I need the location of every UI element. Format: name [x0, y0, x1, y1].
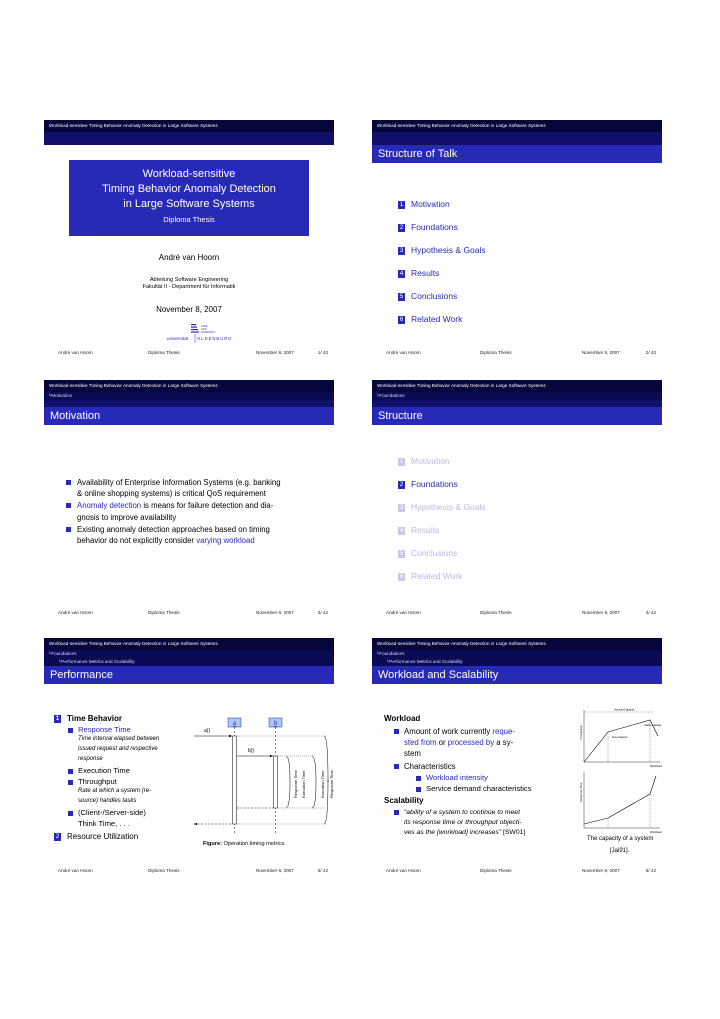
- section-label: Hypothesis & Goals: [411, 502, 486, 512]
- bullet-existing-approaches: Existing anomaly detection approaches based on timing behavior do not explicitly consider varying workload: [66, 524, 326, 546]
- slide-title: Workload and Scalability: [372, 666, 662, 684]
- response-time-axis-label: Response Time: [579, 782, 583, 802]
- fig-response-time-label: Response Time: [293, 770, 298, 798]
- slide-header: Workload-sensitive Timing Behavior Anomaly Detection in Large Software Systems: [372, 638, 662, 650]
- footer-date: November 8, 2007: [582, 610, 620, 615]
- toc-item-hypothesis[interactable]: [398, 502, 486, 512]
- footer-title: Diploma Thesis: [480, 350, 512, 355]
- bullet-availability: Availability of Enterprise Information Systems (e.g. banking & online shopping systems) is critical QoS requirement: [66, 477, 326, 499]
- heading-scalability: Scalability: [384, 796, 424, 805]
- item-service-demand: Service demand characteristics: [416, 784, 532, 793]
- section-number: 1: [399, 201, 404, 208]
- section-label: Results: [411, 268, 440, 278]
- header-band: [372, 132, 662, 145]
- footer-title: Diploma Thesis: [480, 610, 512, 615]
- slide-workload-scalability: [372, 638, 662, 876]
- toc-item-motivation[interactable]: [398, 456, 450, 466]
- toc-item-results[interactable]: [398, 268, 439, 278]
- section-label: Foundations: [411, 222, 458, 232]
- toc-item-related-work[interactable]: [398, 571, 462, 581]
- lifeline-a-label: a: [232, 721, 237, 727]
- knee-capacity-label: Knee Capacity: [612, 736, 628, 739]
- call-b-label: b(): [248, 748, 255, 754]
- footer-date: November 8, 2007: [256, 350, 294, 355]
- slide-footer: [372, 608, 662, 618]
- footer-author: André van Hoorn: [386, 868, 421, 873]
- bullet-icon: [66, 480, 71, 485]
- footer-title: Diploma Thesis: [148, 610, 180, 615]
- footer-author: André van Hoorn: [386, 610, 421, 615]
- bullet-icon: [66, 503, 71, 508]
- slide-header: Workload-sensitive Timing Behavior Anomaly Detection in Large Software Systems: [44, 380, 334, 392]
- section-number: 1: [399, 458, 404, 465]
- slide-title: Structure of Talk: [372, 145, 662, 163]
- section-label: Results: [411, 525, 440, 535]
- svg-text:VON: VON: [201, 328, 207, 331]
- section-number: 3: [399, 247, 404, 254]
- slide-structure: [372, 380, 662, 618]
- figure-caption: Figure: Operation timing metrics.: [203, 841, 286, 847]
- heading-workload: Workload: [384, 714, 421, 723]
- slide-footer: [44, 866, 334, 876]
- footer-page: 2/ 42: [645, 350, 656, 355]
- toc-item-conclusions[interactable]: [398, 548, 457, 558]
- section-number: 3: [399, 504, 404, 511]
- item-workload-intensity: Workload intensity: [416, 773, 488, 782]
- section-number: 6: [399, 316, 404, 323]
- footer-title: Diploma Thesis: [480, 868, 512, 873]
- toc-item-motivation[interactable]: [398, 199, 450, 209]
- institute-line-1: Abteilung Software Engineering: [149, 277, 229, 283]
- workload-definition: Amount of work currently reque- sted from or processed by a sy- stem: [394, 726, 515, 759]
- call-a-label: a(): [204, 728, 211, 734]
- footer-date: November 8, 2007: [582, 350, 620, 355]
- slide-footer: [372, 866, 662, 876]
- breadcrumb-level-1: └Foundations: [372, 650, 662, 658]
- header-band: [44, 400, 334, 407]
- title-box: [69, 160, 309, 236]
- footer-date: November 8, 2007: [256, 868, 294, 873]
- toc-item-hypothesis[interactable]: [398, 245, 486, 255]
- toc-item-results[interactable]: [398, 525, 439, 535]
- footer-author: André van Hoorn: [58, 610, 93, 615]
- svg-text:OSSIETZKY: OSSIETZKY: [201, 331, 216, 334]
- section-label: Related Work: [411, 571, 463, 581]
- footer-page: 3/ 42: [317, 610, 328, 615]
- slide-title: Motivation: [44, 407, 334, 425]
- subtitle: Diploma Thesis: [163, 215, 215, 224]
- header-band: [372, 400, 662, 407]
- slide-title: [44, 120, 334, 358]
- bullet-icon: [66, 527, 71, 532]
- capacity-graphs: [578, 706, 662, 834]
- slide-header: Workload-sensitive Timing Behavior Anomaly Detection in Large Software Systems: [372, 120, 662, 132]
- workload-axis-label-1: Workload: [650, 764, 662, 768]
- presentation-date: November 8, 2007: [156, 305, 222, 314]
- svg-text:universität: universität: [167, 336, 188, 341]
- section-time-behavior: 1 Time Behavior: [55, 714, 122, 723]
- toc-item-conclusions[interactable]: [398, 291, 457, 301]
- bullet-anomaly-detection: Anomaly detection is means for failure detection and dia- gnosis to improve availability: [66, 500, 326, 522]
- svg-text:CARL: CARL: [201, 325, 208, 328]
- toc-item-foundations[interactable]: [398, 479, 458, 489]
- section-number: 5: [399, 550, 404, 557]
- slide-performance: [44, 638, 334, 876]
- section-label: Motivation: [411, 199, 450, 209]
- section-label: Motivation: [411, 456, 450, 466]
- slide-footer: [44, 608, 334, 618]
- slide-header: Workload-sensitive Timing Behavior Anomaly Detection in Large Software Systems: [372, 380, 662, 392]
- header-band: [44, 132, 334, 145]
- usable-capacity-label: Usable Capacity: [644, 724, 662, 727]
- footer-page: 1/ 42: [317, 350, 328, 355]
- toc-item-foundations[interactable]: [398, 222, 458, 232]
- breadcrumb-level-2: └Performance Metrics and Scalability: [372, 658, 662, 666]
- institute-line-2: Fakultät II - Department für Informatik: [142, 284, 236, 290]
- section-number: 4: [399, 527, 404, 534]
- section-number: 5: [399, 293, 404, 300]
- footer-title: Diploma Thesis: [148, 868, 180, 873]
- scalability-quote: “ability of a system to continue to meet its response time or throughput objecti- ves as the [workload] increases” [SW01]: [394, 808, 525, 838]
- footer-page: 4/ 42: [645, 610, 656, 615]
- title-line-2: Timing Behavior Anomaly Detection: [102, 183, 276, 195]
- footer-page: 6/ 42: [645, 868, 656, 873]
- footer-date: November 8, 2007: [582, 868, 620, 873]
- slide-header: Workload-sensitive Timing Behavior Anomaly Detection in Large Software Systems: [44, 638, 334, 650]
- section-number: 2: [399, 481, 404, 488]
- capacity-caption: The capacity of a system: [587, 836, 654, 842]
- section-resource-utilization: 2 Resource Utilization: [55, 832, 139, 841]
- fig-execution-time-label: Execution Time: [301, 770, 306, 798]
- breadcrumb: └Motivation: [44, 392, 334, 400]
- rt-desc-1: Time interval elapsed between: [78, 736, 160, 742]
- breadcrumb-section: Foundations: [379, 393, 405, 398]
- author-name: André van Hoorn: [158, 253, 220, 262]
- svg-text:OLDENBURG: OLDENBURG: [197, 336, 233, 341]
- slide-footer: [44, 348, 334, 358]
- slide-footer: [372, 348, 662, 358]
- footer-author: André van Hoorn: [386, 350, 421, 355]
- footer-title: Diploma Thesis: [148, 350, 180, 355]
- slide-motivation: [44, 380, 334, 618]
- item-client-server: (Client-/Server-side): [68, 808, 146, 817]
- breadcrumb-level-2: └Performance Metrics and Scalability: [44, 658, 334, 666]
- activation-a: [233, 736, 237, 824]
- section-number: 2: [399, 224, 404, 231]
- throughput-axis-label: Throughput: [579, 725, 583, 740]
- lifeline-b-label: b: [273, 721, 278, 727]
- section-number: 6: [399, 573, 404, 580]
- workload-axis-label-2: Workload: [650, 830, 662, 834]
- section-label: Conclusions: [411, 548, 458, 558]
- breadcrumb-section: Motivation: [51, 393, 73, 398]
- motivation-bullets: [66, 477, 326, 547]
- title-line-3: in Large Software Systems: [123, 198, 255, 210]
- tp-desc-1: Rate at which a system (re-: [78, 788, 152, 794]
- section-label: Related Work: [411, 314, 463, 324]
- item-response-time: Response Time: [68, 725, 131, 734]
- footer-author: André van Hoorn: [58, 868, 93, 873]
- section-label: Foundations: [411, 479, 458, 489]
- university-logo: [167, 323, 263, 345]
- timing-metrics-diagram: [194, 716, 334, 836]
- footer-author: André van Hoorn: [58, 350, 93, 355]
- slide-header: Workload-sensitive Timing Behavior Anomaly Detection in Large Software Systems: [44, 120, 334, 132]
- slide-title: Structure: [372, 407, 662, 425]
- footer-date: November 8, 2007: [256, 610, 294, 615]
- nominal-capacity-label: Nominal Capacity: [614, 708, 635, 712]
- footer-page: 5/ 42: [317, 868, 328, 873]
- section-label: Conclusions: [411, 291, 458, 301]
- item-characteristics: Characteristics: [394, 762, 456, 771]
- response-time-curve: [584, 776, 656, 824]
- tp-desc-2: source) handles tasks: [78, 798, 137, 804]
- item-throughput: Throughput: [68, 777, 117, 786]
- item-execution-time: Execution Time: [68, 766, 130, 775]
- section-label: Hypothesis & Goals: [411, 245, 486, 255]
- item-think-time: Think Time, . . .: [78, 819, 130, 828]
- activation-b: [274, 756, 278, 808]
- toc-item-related-work[interactable]: [398, 314, 462, 324]
- fig-execution-time-label-2: Execution Time: [320, 770, 325, 798]
- fig-response-time-label-2: Response Time: [329, 770, 334, 798]
- title-line-1: Workload-sensitive: [142, 168, 236, 180]
- capacity-citation: [Jai91].: [610, 848, 630, 854]
- breadcrumb: └Foundations: [372, 392, 662, 400]
- slide-structure-of-talk: [372, 120, 662, 358]
- breadcrumb-level-1: └Foundations: [44, 650, 334, 658]
- section-number: 4: [399, 270, 404, 277]
- rt-desc-3: response: [78, 756, 103, 762]
- slide-title: Performance: [44, 666, 334, 684]
- fig-equals: =: [327, 778, 330, 783]
- rt-desc-2: issued request and respective: [78, 746, 158, 752]
